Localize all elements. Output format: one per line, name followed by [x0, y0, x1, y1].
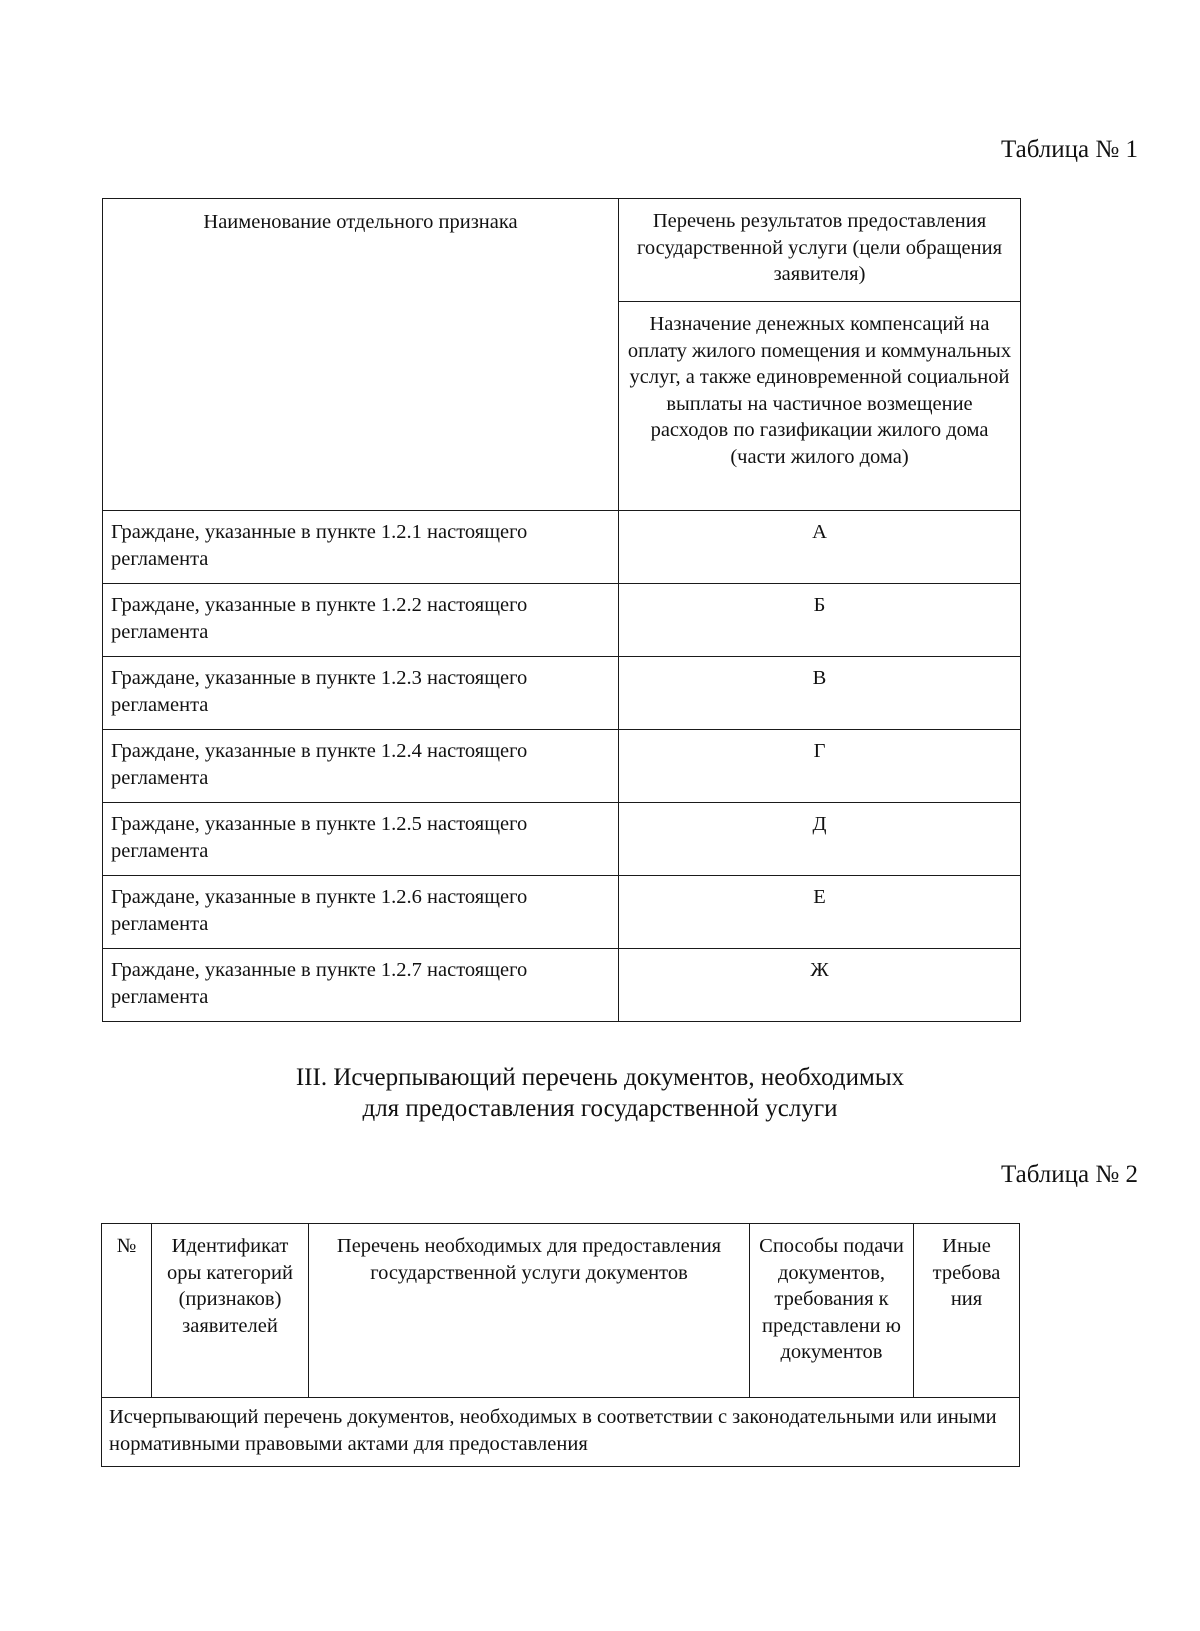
table-row: [103, 876, 1021, 949]
table-row: [103, 584, 1021, 657]
table1-result-cell: Г: [619, 730, 1021, 803]
table2-label: Таблица № 2: [1000, 1161, 1138, 1188]
table1-category-cell: Граждане, указанные в пункте 1.2.3 настоящего регламента: [103, 657, 619, 730]
table2: [101, 1223, 1020, 1467]
table1-category-cell: Граждане, указанные в пункте 1.2.5 настоящего регламента: [103, 803, 619, 876]
table1-category-cell: Граждане, указанные в пункте 1.2.1 настоящего регламента: [103, 511, 619, 584]
table1-result-cell: В: [619, 657, 1021, 730]
table1-result-cell: Ж: [619, 949, 1021, 1022]
section-heading: [0, 1062, 1200, 1124]
table2-header-identifiers: Идентификат оры категорий (признаков) заявителей: [152, 1224, 309, 1398]
section-heading-line-1: III. Исчерпывающий перечень документов, необходимых: [295, 1064, 905, 1091]
table2-section-row: [102, 1398, 1020, 1467]
table1-category-cell: Граждане, указанные в пункте 1.2.2 настоящего регламента: [103, 584, 619, 657]
table-row: [103, 730, 1021, 803]
table1-result-cell: Б: [619, 584, 1021, 657]
table1: [102, 198, 1021, 1022]
table1-result-cell: Д: [619, 803, 1021, 876]
table1-result-cell: Е: [619, 876, 1021, 949]
table1-header-feature: Наименование отдельного признака: [103, 199, 619, 511]
table2-header-number: №: [102, 1224, 152, 1398]
table1-category-cell: Граждане, указанные в пункте 1.2.6 настоящего регламента: [103, 876, 619, 949]
table2-header-row: [102, 1224, 1020, 1398]
table-row: [103, 949, 1021, 1022]
table1-header-results-purpose: Назначение денежных компенсаций на оплату жилого помещения и коммунальных услуг, а также единовременной социальной выплаты на частичное возмещение расходов по газификации жилого дома (части жилого дома): [619, 302, 1021, 511]
table1-category-cell: Граждане, указанные в пункте 1.2.7 настоящего регламента: [103, 949, 619, 1022]
table1-header-results: Перечень результатов предоставления государственной услуги (цели обращения заявителя): [619, 199, 1021, 302]
table-row: [103, 803, 1021, 876]
table2-section-cell: Исчерпывающий перечень документов, необходимых в соответствии с законодательными или иными нормативными правовыми актами для предоставления: [102, 1398, 1020, 1467]
table-row: [103, 511, 1021, 584]
table1-result-cell: А: [619, 511, 1021, 584]
table2-header-documents: Перечень необходимых для предоставления государственной услуги документов: [309, 1224, 750, 1398]
table1-category-cell: Граждане, указанные в пункте 1.2.4 настоящего регламента: [103, 730, 619, 803]
table1-label: Таблица № 1: [1000, 136, 1138, 163]
table-row: [103, 657, 1021, 730]
section-heading-line-2: для предоставления государственной услуги: [362, 1095, 838, 1122]
table2-header-other: Иные требова ния: [914, 1224, 1020, 1398]
table2-header-submission: Способы подачи документов, требования к представлени ю документов: [750, 1224, 914, 1398]
table1-header-row: [103, 199, 1021, 302]
